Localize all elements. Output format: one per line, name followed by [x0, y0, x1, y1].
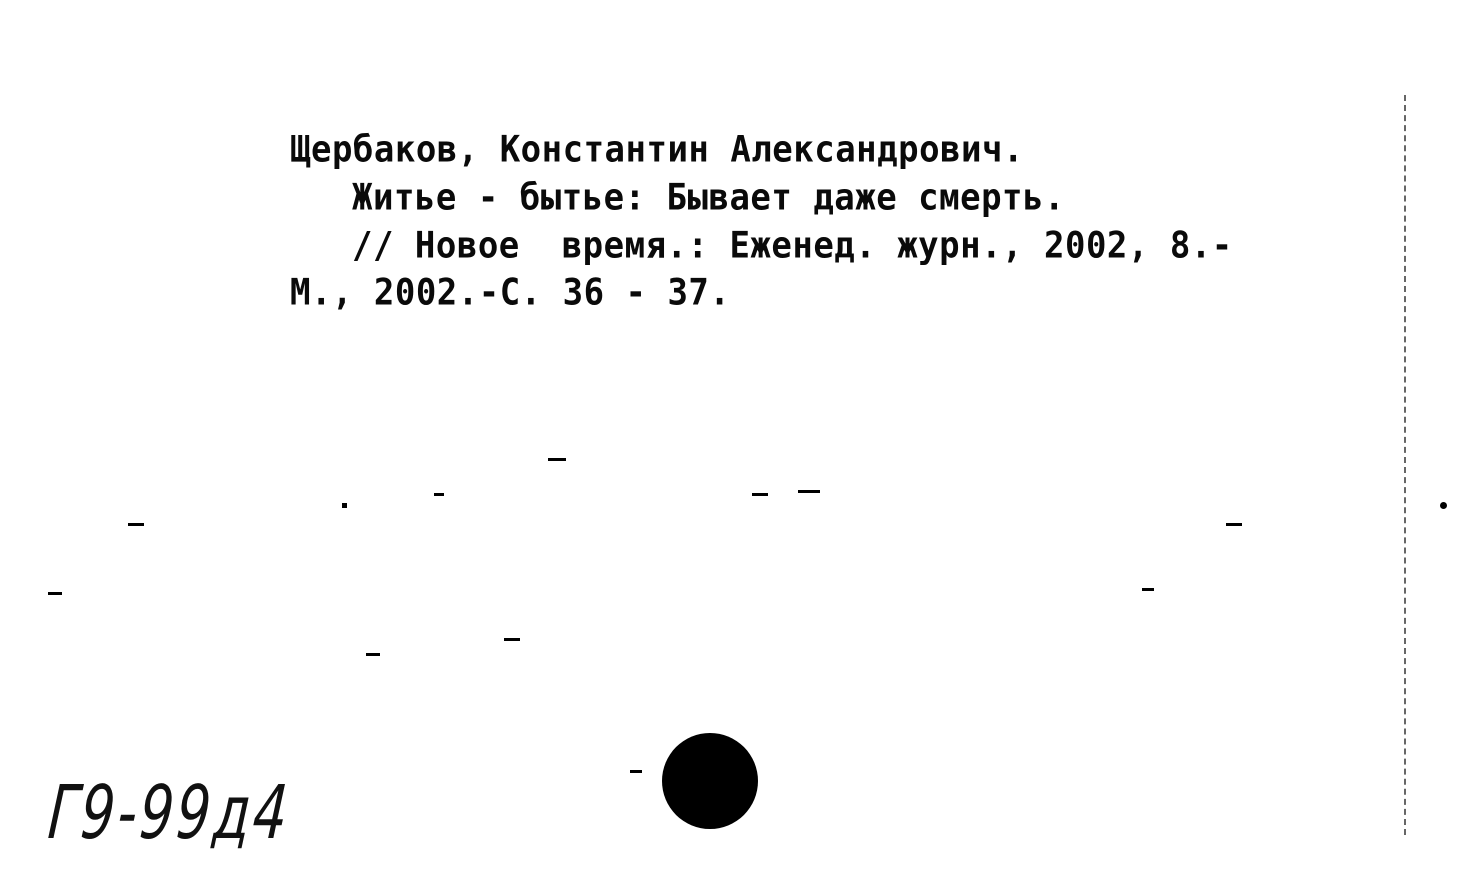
speck	[1142, 588, 1154, 591]
speck	[504, 638, 520, 641]
speck	[48, 592, 62, 595]
speck	[752, 493, 768, 496]
speck	[434, 493, 444, 496]
speck	[366, 653, 380, 656]
card-edge-line	[1404, 95, 1406, 835]
author-line: Щербаков, Константин Александрович.	[290, 128, 1024, 172]
title-line: Житье - бытье: Бывает даже смерть.	[352, 176, 1065, 220]
imprint-line: М., 2002.-С. 36 - 37.	[290, 271, 731, 315]
speck	[1226, 523, 1242, 526]
speck	[548, 458, 566, 461]
punch-hole	[662, 733, 758, 829]
speck	[1440, 502, 1447, 509]
speck	[128, 523, 144, 526]
speck	[630, 770, 642, 773]
speck	[342, 503, 347, 508]
source-line: // Новое время.: Еженед. журн., 2002, 8.-	[352, 224, 1233, 268]
handwritten-shelfmark: Г9-99д4	[45, 770, 294, 856]
speck	[798, 490, 820, 493]
